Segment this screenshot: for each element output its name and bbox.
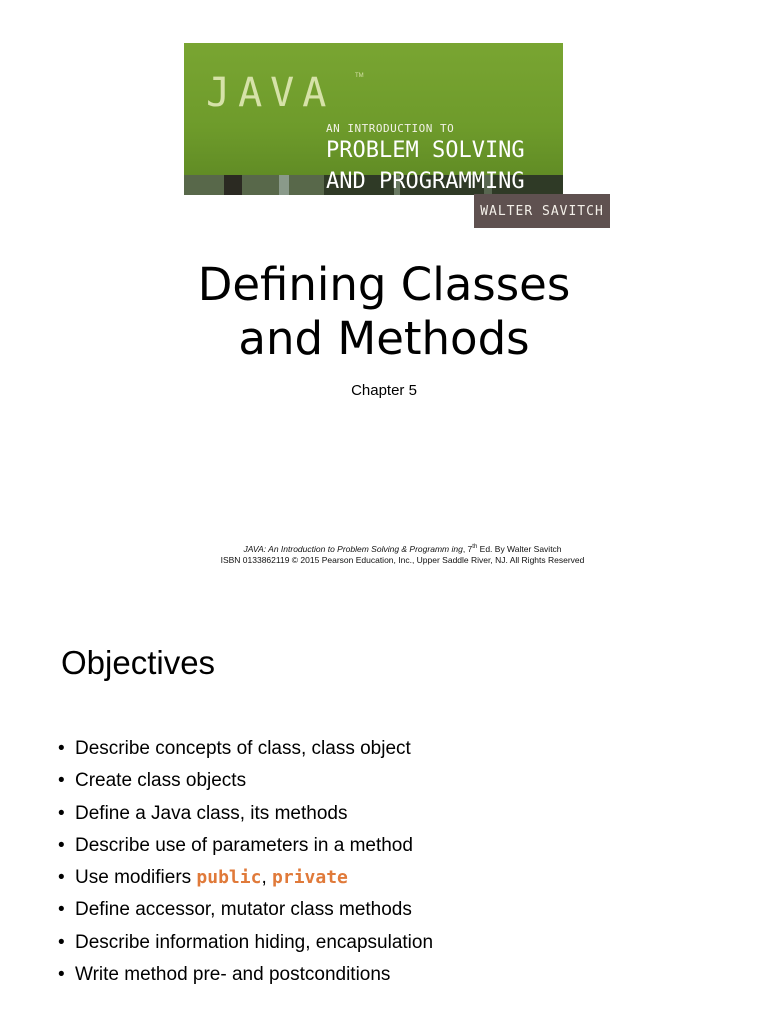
list-item-text: Use modifiers bbox=[75, 867, 197, 889]
slide-subtitle: Chapter 5 bbox=[351, 382, 417, 399]
objectives-list bbox=[58, 735, 433, 993]
list-item bbox=[58, 735, 433, 767]
slide-title bbox=[0, 258, 768, 366]
copyright-footer bbox=[180, 542, 625, 566]
footer-edition-sup: th bbox=[472, 544, 478, 550]
bullet-icon: • bbox=[58, 899, 65, 921]
objectives-title: Objectives bbox=[61, 644, 216, 681]
modifier-separator: , bbox=[261, 867, 273, 889]
list-item-text: Describe concepts of class, class object bbox=[75, 738, 411, 759]
book-cover-image bbox=[184, 43, 563, 195]
list-item-text: Define a Java class, its methods bbox=[75, 802, 348, 824]
slide-title-line2: and Methods bbox=[238, 312, 530, 365]
bullet-icon: • bbox=[58, 738, 65, 759]
list-item-text: Define accessor, mutator class methods bbox=[75, 899, 412, 921]
bullet-icon: • bbox=[58, 802, 65, 824]
code-public: public bbox=[196, 867, 262, 889]
list-item bbox=[58, 929, 433, 961]
footer-edition-pre: , 7 bbox=[462, 543, 473, 554]
footer-line1 bbox=[180, 542, 625, 555]
footer-line2: ISBN 0133862119 © 2015 Pearson Education, Inc., Upper Saddle River, NJ. All Rights Reserved bbox=[220, 554, 585, 565]
bullet-icon: • bbox=[58, 834, 65, 856]
cover-brand: JAVA bbox=[206, 70, 335, 116]
footer-edition-post: Ed. By Walter Savitch bbox=[477, 543, 562, 554]
bullet-icon: • bbox=[58, 867, 65, 889]
objectives-slide bbox=[0, 600, 768, 1024]
list-item-text: Write method pre- and postconditions bbox=[75, 964, 391, 986]
bullet-icon: • bbox=[58, 770, 65, 792]
list-item bbox=[58, 961, 433, 993]
list-item bbox=[58, 767, 433, 799]
list-item-text: Describe use of parameters in a method bbox=[75, 834, 413, 856]
bullet-icon: • bbox=[58, 931, 65, 953]
cover-author: WALTER SAVITCH bbox=[474, 194, 610, 228]
list-item-text: Create class objects bbox=[75, 770, 247, 792]
code-private: private bbox=[272, 867, 348, 889]
list-item bbox=[58, 864, 433, 896]
list-item bbox=[58, 896, 433, 928]
bullet-icon: • bbox=[58, 964, 65, 986]
cover-intro: AN INTRODUCTION TO bbox=[326, 122, 455, 135]
list-item bbox=[58, 832, 433, 864]
footer-book-title: JAVA: An Introduction to Problem Solving & Programm ing bbox=[243, 543, 463, 554]
cover-trademark: TM bbox=[355, 73, 364, 79]
list-item bbox=[58, 800, 433, 832]
list-item-text: Describe information hiding, encapsulation bbox=[75, 931, 434, 953]
slide-title-line1: Defining Classes bbox=[197, 258, 571, 311]
cover-title-line2: AND PROGRAMMING bbox=[326, 169, 525, 194]
cover-title-line1: PROBLEM SOLVING bbox=[326, 138, 525, 163]
